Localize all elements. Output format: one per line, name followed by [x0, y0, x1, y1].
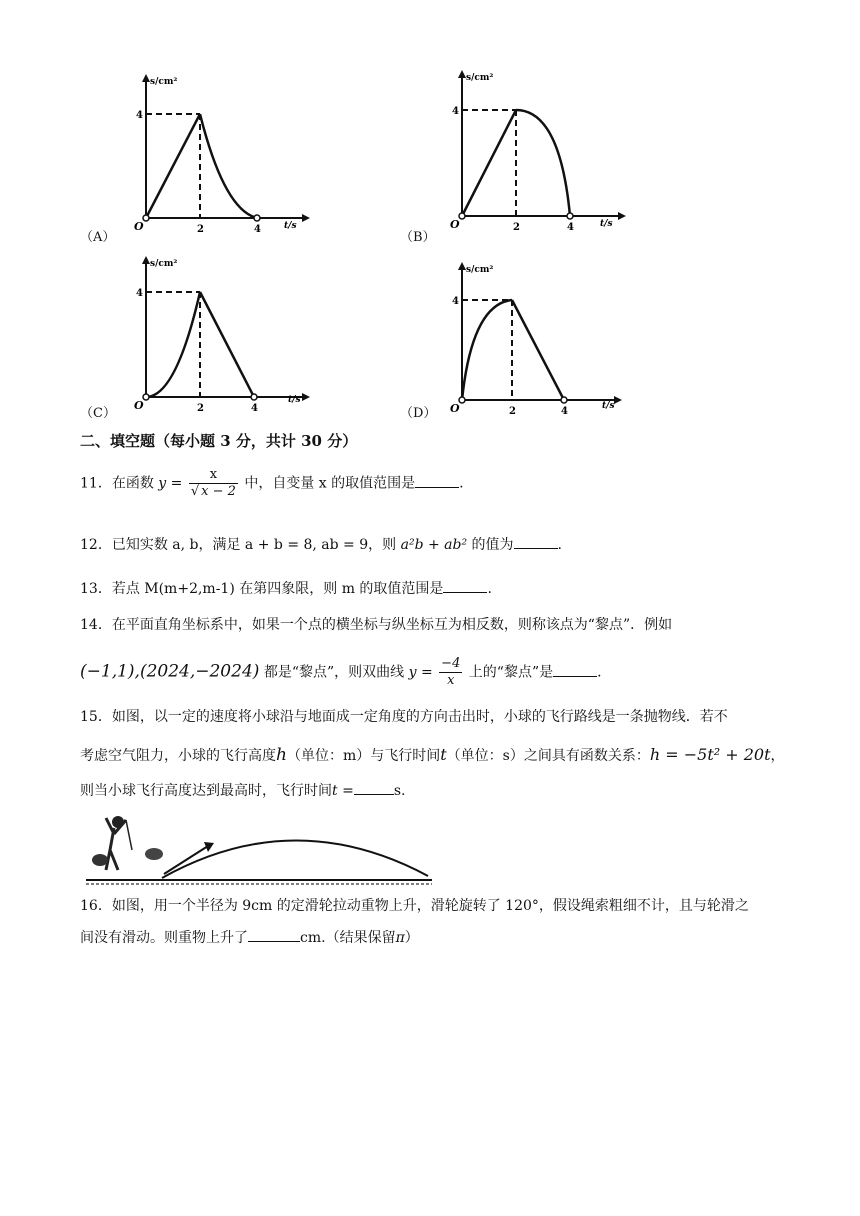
q11-text: 中，自变量 x 的取值范围是: [244, 475, 416, 492]
q14-answer-blank[interactable]: [553, 664, 597, 677]
option-label-b: （B）: [400, 230, 436, 245]
q11-y: y =: [158, 475, 183, 492]
graph-option-b: [428, 66, 628, 231]
x-tick-4: 4: [254, 224, 261, 235]
question-14-line1: 14．在平面直角坐标系中，如果一个点的横坐标与纵坐标互为相反数，则称该点为“黎点”．例如: [80, 617, 673, 633]
section-title: 二、填空题（每小题 3 分，共计 30 分）: [80, 432, 358, 450]
x-tick-2: 2: [509, 406, 516, 417]
question-16-line2: 间没有滑动。则重物上升了 cm.（结果保留π）: [80, 930, 419, 946]
origin-label: O: [450, 402, 460, 415]
q15-t: t: [440, 745, 447, 764]
question-14-line2: (−1,1),(2024,−2024) 都是“黎点”，则双曲线 y = $\frac{-4}{x}$ 上的“黎点”是 .: [80, 656, 602, 688]
x-tick-2: 2: [197, 224, 204, 235]
q11-frac-num: x: [209, 467, 218, 482]
q16-pi: π: [395, 930, 405, 946]
ball-trajectory-figure: [84, 810, 434, 894]
question-12: 12．已知实数 a, b，满足 a + b = 8, ab = 9，则 a²b + ab² 的值为 .: [80, 537, 562, 553]
question-15-line3: 则当小球飞行高度达到最高时，飞行时间t = s.: [80, 783, 406, 799]
graph-option-a: [112, 70, 312, 235]
q15-h: h: [276, 745, 287, 765]
q15-formula: h = −5t² + 20t: [649, 745, 771, 764]
option-label-d: （D）: [400, 406, 437, 421]
q13-text: 13．若点 M(m+2,m-1) 在第四象限，则 m 的取值范围是: [80, 581, 444, 597]
y-tick-4: 4: [452, 296, 459, 307]
q11-fraction: $\frac{x}{√ x - 2}$: [190, 467, 236, 499]
x-axis-label: t/s: [600, 219, 613, 229]
x-tick-4: 4: [567, 222, 574, 231]
x-tick-2: 2: [513, 222, 520, 231]
graph-option-c: [112, 252, 312, 417]
x-axis-label: t/s: [288, 395, 301, 405]
q13-answer-blank[interactable]: [443, 580, 487, 593]
q11-number: 11．在函数: [80, 475, 154, 492]
graph-option-d: [428, 258, 628, 423]
origin-label: O: [134, 220, 144, 233]
x-tick-4: 4: [251, 403, 258, 414]
origin-label: O: [450, 218, 460, 231]
q16-answer-blank[interactable]: [248, 929, 300, 942]
q14-points: (−1,1),(2024,−2024): [80, 661, 260, 682]
x-tick-2: 2: [197, 403, 204, 414]
y-axis-label: s/cm²: [150, 259, 178, 269]
y-axis-label: s/cm²: [150, 77, 178, 87]
option-label-c: （C）: [80, 406, 116, 421]
question-15-line1: 15．如图，以一定的速度将小球沿与地面成一定角度的方向击出时，小球的飞行路线是一条抛物线．若不: [80, 709, 728, 725]
q11-frac-den: x − 2: [201, 484, 236, 499]
q12-text1: 12．已知实数 a, b，满足 a + b = 8, ab = 9，则: [80, 537, 397, 553]
q12-expr: a²b + ab²: [400, 537, 468, 553]
q15-answer-blank[interactable]: [354, 782, 394, 795]
q11-answer-blank[interactable]: [415, 475, 459, 488]
q14-fraction: [439, 656, 462, 689]
question-15-line2: 考虑空气阻力，小球的飞行高度h（单位：m）与飞行时间t（单位：s）之间具有函数关系：h = −5t² + 20t，: [80, 745, 785, 765]
question-11: 11．在函数 y = $\frac{x}{√ x - 2}$ 中，自变量 x 的取值范围是 .: [80, 467, 464, 499]
question-16-line1: 16．如图，用一个半径为 9cm 的定滑轮拉动重物上升，滑轮旋转了 120°，假设绳索粗细不计，且与轮滑之: [80, 898, 749, 914]
x-axis-label: t/s: [602, 401, 615, 411]
q14-text3: 上的“黎点”是: [468, 664, 554, 681]
y-axis-label: s/cm²: [466, 265, 494, 275]
y-tick-4: 4: [136, 288, 143, 299]
y-axis-label: s/cm²: [466, 73, 494, 83]
x-tick-4: 4: [561, 406, 568, 417]
y-tick-4: 4: [452, 106, 459, 117]
q14-text2: 都是“黎点”，则双曲线: [263, 664, 405, 681]
q12-text2: 的值为: [471, 537, 514, 553]
q14-frac-num: −4: [441, 656, 461, 671]
q14-y: y =: [408, 664, 433, 681]
question-13: 13．若点 M(m+2,m-1) 在第四象限，则 m 的取值范围是 .: [80, 581, 492, 597]
q15-t-eq: t =: [332, 783, 354, 799]
y-tick-4: 4: [136, 110, 143, 121]
origin-label: O: [134, 399, 144, 412]
q14-frac-den: x: [439, 672, 462, 689]
q12-answer-blank[interactable]: [514, 536, 558, 549]
x-axis-label: t/s: [284, 221, 297, 231]
option-label-a: （A）: [80, 230, 116, 245]
